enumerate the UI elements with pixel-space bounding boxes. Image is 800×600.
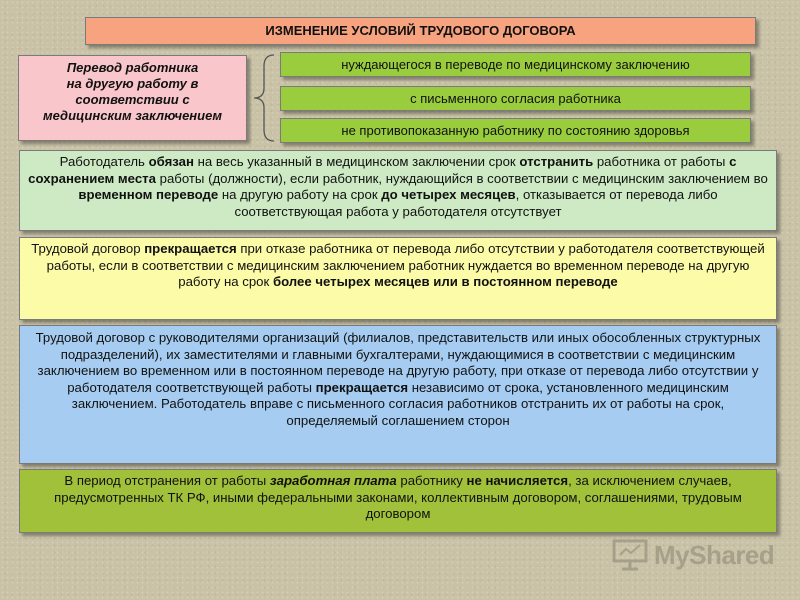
emphasis-text: с сохранением места	[28, 154, 737, 186]
text-segment: Трудовой договор с руководителями организаций (филиалов, представительств или иных обособленных структурных подразделений), их заместителями и главными бухгалтерами, нуждающимися в соответствии с медицинским заключением во временном или в постоянном переводе на другую работу, при отказе от перевода либо отсутствии у работодателя соответствующей работы	[35, 330, 761, 395]
text-segment: работы (должности), если работник, нуждающийся в соответствии с медицинским заключением во	[155, 170, 768, 186]
transfer-heading-line: на другую работу в	[66, 76, 199, 91]
watermark-logo	[612, 538, 774, 572]
presentation-board-icon	[612, 539, 648, 571]
text-segment: В период отстранения от работы	[64, 473, 270, 488]
text-segment: работника от работы	[593, 154, 730, 169]
logo-text: MyShared	[654, 539, 775, 570]
transfer-heading-line: Перевод работника	[66, 60, 199, 75]
page-title: ИЗМЕНЕНИЕ УСЛОВИЙ ТРУДОВОГО ДОГОВОРА	[85, 17, 756, 45]
curly-brace-icon	[250, 52, 278, 144]
emphasis-text: прекращается	[315, 379, 409, 395]
emphasis-text: заработная плата	[269, 473, 397, 488]
transfer-condition: нуждающегося в переводе по медицинскому заключению	[280, 52, 751, 77]
contract-termination-text	[19, 237, 777, 320]
transfer-heading-line: медицинским заключением	[43, 108, 222, 123]
text-segment: , отказывается от перевода либо соответствующая работа у работодателя отсутствует	[234, 187, 718, 219]
text-segment: на другую работу на срок	[218, 187, 382, 202]
text-segment: независимо от срока, установленного медицинским заключением. Работодатель вправе с письменного согласия работников отстранить их от работы на срок, определяемый соглашением сторон	[71, 379, 729, 428]
employer-obligation-text	[19, 150, 777, 231]
text-segment: , за исключением случаев, предусмотренных ТК РФ, иными федеральными законами, коллективным договором, соглашениями, трудовым договором	[54, 473, 742, 522]
transfer-condition: не противопоказанную работнику по состоянию здоровья	[280, 118, 751, 143]
transfer-heading-line: соответствии с	[75, 92, 190, 107]
transfer-condition: с письменного согласия работника	[280, 86, 751, 111]
emphasis-text: прекращается	[144, 241, 237, 256]
text-segment: Работодатель	[59, 154, 149, 169]
emphasis-text: не начисляется	[466, 473, 569, 488]
emphasis-text: отстранить	[519, 154, 594, 169]
emphasis-text: обязан	[148, 154, 194, 169]
salary-suspension-text	[19, 469, 777, 533]
emphasis-text: временном переводе	[78, 187, 219, 202]
text-segment: Трудовой договор	[31, 241, 145, 256]
transfer-heading	[18, 55, 247, 141]
managers-termination-text	[19, 325, 777, 464]
text-segment: при отказе работника от перевода либо отсутствии у работодателя соответствующей работы, если в соответствии с медицинским заключением работник нуждается во временном переводе на другую работу на срок	[46, 241, 765, 289]
text-segment: на весь указанный в медицинском заключении срок	[193, 154, 520, 169]
text-segment: работнику	[396, 473, 467, 488]
emphasis-text: более четырех месяцев или в постоянном переводе	[272, 274, 618, 289]
emphasis-text: до четырех месяцев	[381, 187, 516, 202]
